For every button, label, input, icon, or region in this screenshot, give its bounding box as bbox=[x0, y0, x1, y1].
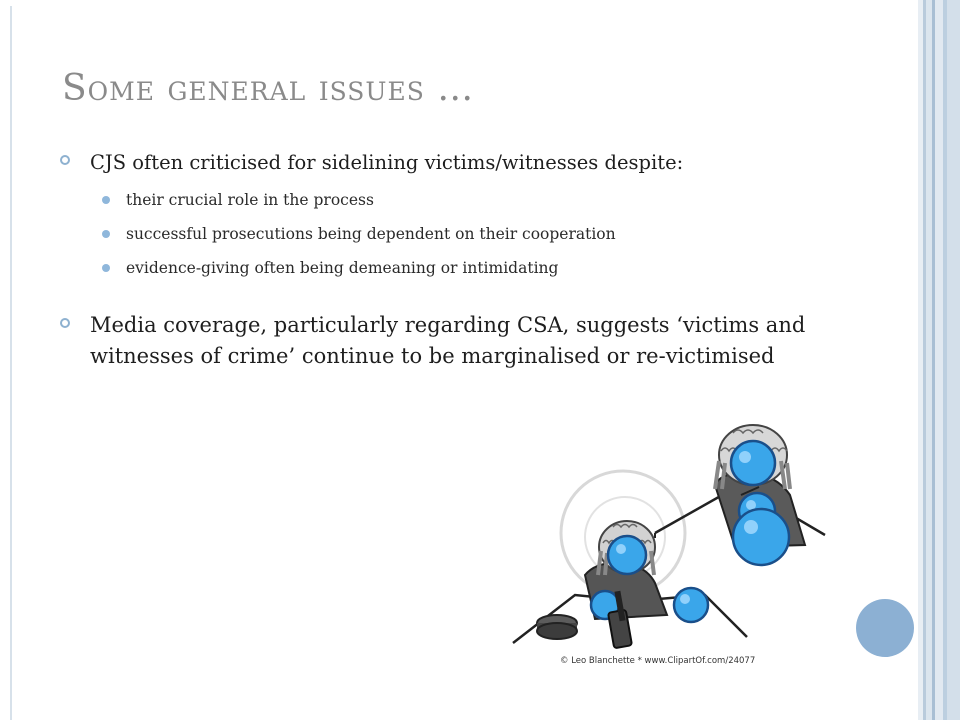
sub-bullet-dot-icon bbox=[102, 230, 110, 238]
slide-frame-top bbox=[0, 0, 920, 6]
bullet-item bbox=[60, 310, 900, 372]
sub-bullet-text: evidence-giving often being demeaning or intimidating bbox=[126, 259, 559, 277]
sub-bullet-dot-icon bbox=[102, 196, 110, 204]
slide-frame-left bbox=[0, 0, 12, 720]
bullet-item bbox=[60, 148, 890, 178]
slide-content bbox=[60, 148, 890, 372]
bullet-ring-icon bbox=[60, 318, 70, 328]
sub-bullet-item bbox=[60, 190, 890, 210]
judges-clipart-image bbox=[505, 415, 850, 675]
image-credit: © Leo Blanchette * www.ClipartOf.com/24077 bbox=[560, 656, 756, 666]
sub-bullet-dot-icon bbox=[102, 264, 110, 272]
bullet-ring-icon bbox=[60, 155, 70, 165]
sub-bullet-text: successful prosecutions being dependent on their cooperation bbox=[126, 225, 616, 243]
slide-title: Some general issues … bbox=[62, 68, 475, 109]
sub-bullet-text: their crucial role in the process bbox=[126, 191, 374, 209]
bullet-text: CJS often criticised for sidelining victims/witnesses despite: bbox=[90, 151, 684, 174]
bullet-text: Media coverage, particularly regarding CSA, suggests ‘victims and witnesses of crime’ continue to be marginalised or re-victimised bbox=[90, 313, 806, 368]
sub-bullet-item bbox=[60, 258, 890, 278]
decor-circle bbox=[856, 599, 914, 657]
right-decor-stripes bbox=[918, 0, 960, 720]
sub-bullet-item bbox=[60, 224, 890, 244]
